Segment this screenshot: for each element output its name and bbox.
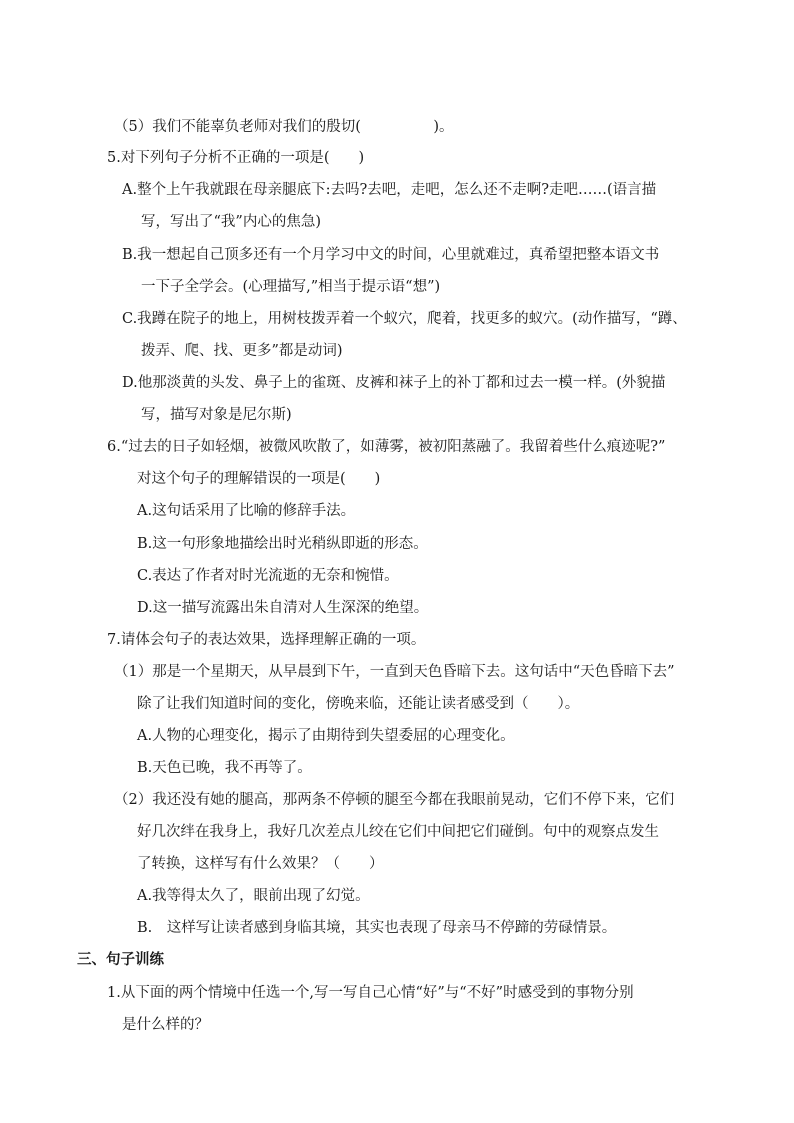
option-7-2b: B. 这样写让读者感到身临其境，其实也表现了母亲马不停蹄的劳碌情景。	[137, 920, 617, 936]
question-7: 7.请体会句子的表达效果，选择理解正确的一项。	[107, 632, 426, 648]
option-5d-line2: 写，描写对象是尼尔斯)	[141, 407, 292, 423]
option-6d: D.这一描写流露出朱自清对人生深深的绝望。	[137, 600, 429, 616]
option-5c-line1: C.我蹲在院子的地上，用树枝拨弄着一个蚁穴，爬着，找更多的蚁穴。(动作描写，“蹲、	[122, 311, 687, 327]
option-7-1a: A.人物的心理变化，揭示了由期待到失望委屈的心理变化。	[137, 728, 515, 744]
option-5d-line1: D.他那淡黄的头发、鼻子上的雀斑、皮裤和袜子上的补丁都和过去一模一样。(外貌描	[122, 375, 666, 391]
option-5a-line1: A.整个上午我就跟在母亲腿底下:去吗?去吧，走吧，怎么还不走啊?走吧……(语言描	[122, 182, 657, 198]
section-3-question-1-line1: 1.从下面的两个情境中任选一个,写一写自己心情“好”与“不好”时感受到的事物分别	[107, 985, 634, 1001]
option-6a: A.这句话采用了比喻的修辞手法。	[137, 503, 356, 519]
section-3-heading: 三、句子训练	[77, 951, 164, 968]
option-5b-line2: 一下子全学会。(心理描写,”相当于提示语“想”)	[141, 279, 441, 295]
question-7-2-line2: 好几次绊在我身上，我好几次差点儿绞在它们中间把它们碰倒。句中的观察点发生	[137, 824, 659, 840]
line-q4-5: （5）我们不能辜负老师对我们的殷切( )。	[114, 119, 454, 135]
option-7-2a: A.我等得太久了，眼前出现了幻觉。	[137, 888, 370, 904]
question-6-line1: 6.“过去的日子如轻烟，被微风吹散了，如薄雾，被初阳蒸融了。我留着些什么痕迹呢?”	[107, 439, 666, 455]
option-5c-line2: 拨弄、爬、找、更多”都是动词)	[141, 343, 343, 359]
question-5: 5.对下列句子分析不正确的一项是( )	[107, 150, 365, 166]
option-6c: C.表达了作者对时光流逝的无奈和惋惜。	[137, 568, 399, 584]
option-5b-line1: B.我一想起自己顶多还有一个月学习中文的时间，心里就难过，真希望把整本语文书	[122, 247, 660, 263]
question-6-line2: 对这个句子的理解错误的一项是( )	[137, 471, 381, 487]
option-5a-line2: 写，写出了“我”内心的焦急)	[141, 214, 321, 230]
section-3-question-1-line2: 是什么样的？	[122, 1017, 209, 1033]
question-7-2-line3: 了转换，这样写有什么效果？（ ）	[137, 856, 384, 872]
option-6b: B.这一句形象地描绘出时光稍纵即逝的形态。	[137, 536, 428, 552]
question-7-1-line2: 除了让我们知道时间的变化，傍晚来临，还能让读者感受到（ ）。	[137, 696, 580, 712]
question-7-2-line1: （2）我还没有她的腿高，那两条不停顿的腿至今都在我眼前晃动，它们不停下来，它们	[114, 792, 675, 808]
question-7-1-line1: （1）那是一个星期天，从早晨到下午，一直到天色昏暗下去。这句话中“天色昏暗下去”	[114, 664, 675, 680]
option-7-1b: B.天色已晚，我不再等了。	[137, 760, 312, 776]
